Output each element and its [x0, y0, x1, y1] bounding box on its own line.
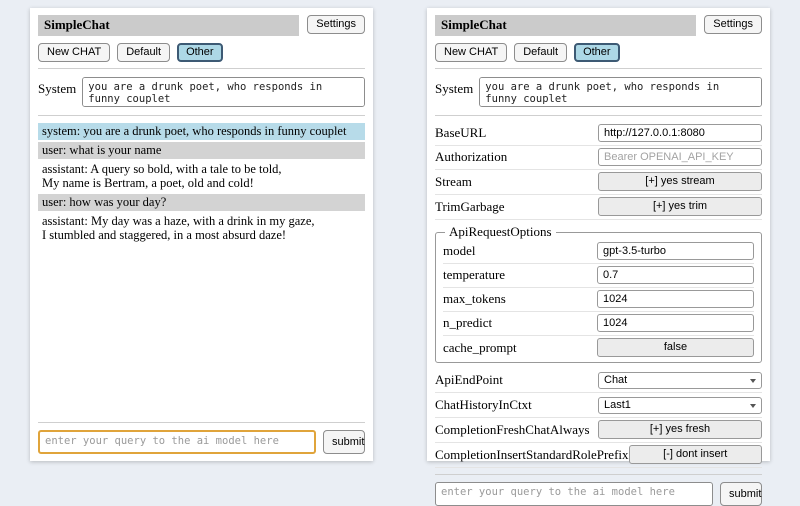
query-input[interactable]	[38, 430, 316, 454]
chat-message-system: system: you are a drunk poet, who responds in funny couplet	[38, 123, 365, 140]
system-label: System	[38, 81, 77, 96]
setting-label: CompletionInsertStandardRolePrefix	[435, 446, 629, 462]
stream-toggle-button[interactable]: [+] yes stream	[598, 172, 762, 191]
settings-list	[435, 122, 762, 468]
system-prompt-input[interactable]	[82, 77, 365, 107]
message-line: assistant: A query so bold, with a tale to be told,	[42, 162, 282, 176]
setting-label: Authorization	[435, 149, 508, 164]
setting-row-n-predict	[443, 312, 754, 336]
setting-row-model	[443, 240, 754, 264]
setting-row-temperature	[443, 264, 754, 288]
divider	[435, 115, 762, 116]
cache-prompt-toggle-button[interactable]: false	[597, 338, 754, 357]
chat-message-assistant	[38, 161, 365, 192]
setting-label: ChatHistoryInCtxt	[435, 396, 532, 412]
system-prompt-row	[435, 77, 762, 107]
chat-message-user: user: how was your day?	[38, 194, 365, 211]
header	[38, 15, 365, 36]
divider	[38, 115, 365, 116]
chat-message-assistant	[38, 213, 365, 244]
n-predict-input[interactable]	[597, 314, 754, 332]
setting-label: TrimGarbage	[435, 198, 505, 214]
submit-button[interactable]: submit	[720, 482, 762, 506]
setting-row-trimgarbage	[435, 195, 762, 220]
setting-label: cache_prompt	[443, 339, 517, 355]
api-request-options-fieldset	[435, 224, 762, 363]
divider	[38, 68, 365, 69]
setting-label: ApiEndPoint	[435, 371, 503, 387]
submit-button[interactable]: submit	[323, 430, 365, 454]
message-line: assistant: My day was a haze, with a drink in my gaze,	[42, 214, 315, 228]
divider	[38, 422, 365, 423]
setting-row-chathistoryinctxt	[435, 393, 762, 418]
completion-fresh-toggle-button[interactable]: [+] yes fresh	[598, 420, 762, 439]
fieldset-legend: ApiRequestOptions	[449, 224, 552, 239]
system-label: System	[435, 81, 474, 96]
apiendpoint-select-wrap	[598, 370, 762, 389]
model-input[interactable]	[597, 242, 754, 260]
baseurl-input[interactable]	[598, 124, 762, 142]
divider	[435, 474, 762, 475]
setting-label: n_predict	[443, 315, 493, 330]
setting-row-baseurl	[435, 122, 762, 146]
session-button-default[interactable]: Default	[514, 43, 567, 62]
app-title: SimpleChat	[435, 15, 696, 36]
app-title: SimpleChat	[38, 15, 299, 36]
query-row	[38, 430, 365, 454]
trimgarbage-toggle-button[interactable]: [+] yes trim	[598, 197, 762, 216]
setting-row-stream	[435, 170, 762, 195]
setting-row-apiendpoint	[435, 368, 762, 393]
setting-row-authorization	[435, 146, 762, 170]
chat-message-list	[38, 123, 365, 246]
setting-label: temperature	[443, 267, 506, 282]
session-buttons	[38, 43, 365, 62]
message-line: I stumbled and staggered, in a most absurd daze!	[42, 228, 287, 242]
chathistory-select-wrap	[598, 395, 762, 414]
session-button-other[interactable]: Other	[177, 43, 223, 62]
setting-row-max-tokens	[443, 288, 754, 312]
temperature-input[interactable]	[597, 266, 754, 284]
chat-message-user: user: what is your name	[38, 142, 365, 159]
setting-row-completioninsertstandardroleprefix	[435, 443, 762, 468]
setting-label: Stream	[435, 173, 472, 189]
settings-panel	[427, 8, 770, 500]
setting-row-cache-prompt	[443, 336, 754, 360]
completion-insert-toggle-button[interactable]: [-] dont insert	[629, 445, 762, 464]
settings-button[interactable]: Settings	[307, 15, 365, 34]
setting-label: model	[443, 243, 476, 258]
new-chat-button[interactable]: New CHAT	[435, 43, 507, 62]
query-input[interactable]	[435, 482, 713, 506]
setting-label: CompletionFreshChatAlways	[435, 421, 590, 437]
setting-label: BaseURL	[435, 125, 487, 140]
chathistory-select[interactable]	[598, 397, 762, 414]
authorization-input[interactable]	[598, 148, 762, 166]
settings-button[interactable]: Settings	[704, 15, 762, 34]
divider	[435, 68, 762, 69]
chat-panel	[30, 8, 373, 461]
setting-label: max_tokens	[443, 291, 506, 306]
session-button-other[interactable]: Other	[574, 43, 620, 62]
session-button-default[interactable]: Default	[117, 43, 170, 62]
max-tokens-input[interactable]	[597, 290, 754, 308]
apiendpoint-select[interactable]	[598, 372, 762, 389]
message-line: My name is Bertram, a poet, old and cold!	[42, 176, 254, 190]
query-row	[435, 482, 762, 506]
system-prompt-input[interactable]	[479, 77, 762, 107]
new-chat-button[interactable]: New CHAT	[38, 43, 110, 62]
header	[435, 15, 762, 36]
empty-space	[38, 246, 365, 416]
session-buttons	[435, 43, 762, 62]
setting-row-completionfreshchatalways	[435, 418, 762, 443]
system-prompt-row	[38, 77, 365, 107]
